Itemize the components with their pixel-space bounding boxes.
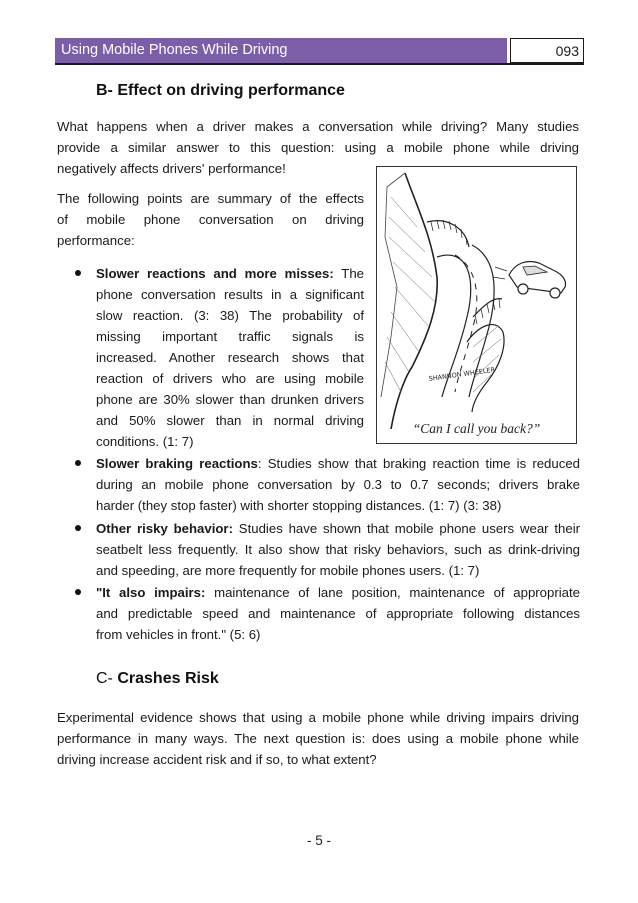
text-line	[96, 453, 580, 474]
cartoon-illustration	[376, 166, 577, 444]
cliff-road-drawing	[377, 167, 576, 443]
header-title: Using Mobile Phones While Driving	[61, 42, 288, 58]
text-line: slow reaction. (3: 38) The probability of	[96, 308, 364, 323]
bullet-label: "It also impairs:	[96, 585, 206, 600]
car-drawing	[493, 262, 566, 299]
bullet-dot	[75, 525, 81, 531]
bullet-braking-reactions	[96, 453, 580, 516]
heading-prefix: C-	[96, 670, 113, 687]
text-line: missing important traffic signals is	[96, 329, 364, 344]
header-number-box	[510, 38, 584, 63]
text-line: Experimental evidence shows that using a mobile phone while driving impairs driving	[57, 710, 579, 725]
heading-text: Crashes Risk	[117, 670, 219, 687]
header-bar	[55, 38, 507, 63]
text-line: What happens when a driver makes a conversation while driving? Many studies	[57, 119, 579, 134]
bullet-dot	[75, 270, 81, 276]
header-number: 093	[555, 43, 579, 59]
text-line: harder (they stop faster) with shorter stopping distances. (1: 7) (3: 38)	[96, 498, 502, 513]
bullet-risky-behavior	[96, 518, 580, 581]
text-line: and speeding, are more frequently for mobile phones users. (1: 7)	[96, 563, 480, 578]
text-line: The following points are summary of the effects	[57, 191, 364, 206]
section-b-heading: B- Effect on driving performance	[96, 82, 345, 99]
bullet-dot	[75, 460, 81, 466]
bullet-dot	[75, 589, 81, 595]
text-line: increased. Another research shows that	[96, 350, 364, 365]
text-line: phone are 30% slower than drunken drivers	[96, 392, 364, 407]
text-line: driving increase accident risk and if so, to what extent?	[57, 752, 377, 767]
bullet-slower-reactions	[96, 263, 364, 452]
text-line: from vehicles in front." (5: 6)	[96, 627, 261, 642]
summary-paragraph	[57, 188, 364, 251]
bullet-label: Slower braking reactions	[96, 456, 258, 471]
running-header	[55, 38, 584, 63]
bullet-label: Slower reactions and more misses:	[96, 266, 334, 281]
bullet-text: maintenance of lane position, maintenance of appropriate	[214, 585, 580, 600]
cartoon-caption: “Can I call you back?”	[412, 421, 541, 436]
section-c-heading	[96, 670, 219, 688]
text-line	[96, 518, 580, 539]
text-line	[96, 263, 364, 284]
bullet-label: Other risky behavior:	[96, 521, 233, 536]
text-line: and 50% slower than in normal driving	[96, 413, 364, 428]
bullet-also-impairs	[96, 582, 580, 645]
header-rule	[55, 63, 584, 65]
text-line	[96, 582, 580, 603]
text-line: performance in many ways. The next question is: does using a mobile phone while	[57, 731, 579, 746]
text-line: conditions. (1: 7)	[96, 434, 194, 449]
text-line: during an mobile phone conversation by 0.3 to 0.7 seconds; drivers brake	[96, 477, 580, 492]
text-line: of mobile phone conversation on driving	[57, 212, 364, 227]
crashes-risk-paragraph	[57, 707, 579, 770]
bullet-text: Studies have shown that mobile phone users wear their	[238, 521, 581, 536]
text-line: negatively affects drivers' performance!	[57, 161, 286, 176]
text-line: phone conversation results in a significant	[96, 287, 364, 302]
page-number: - 5 -	[306, 833, 331, 848]
text-line: reaction of drivers who are using mobile	[96, 371, 364, 386]
bullet-text: The	[341, 266, 364, 281]
text-line: performance:	[57, 233, 135, 248]
text-line: provide a similar answer to this question: using a mobile phone while driving	[57, 140, 579, 155]
signature-text: SHANNON WHEELER	[428, 365, 496, 383]
bullet-text: : Studies show that braking reaction time is reduced	[257, 456, 580, 471]
text-line: seatbelt less frequently. It also show that risky behaviors, such as drink-driving	[96, 542, 580, 557]
text-line: and predictable speed and maintenance of appropriate following distances	[96, 606, 580, 621]
